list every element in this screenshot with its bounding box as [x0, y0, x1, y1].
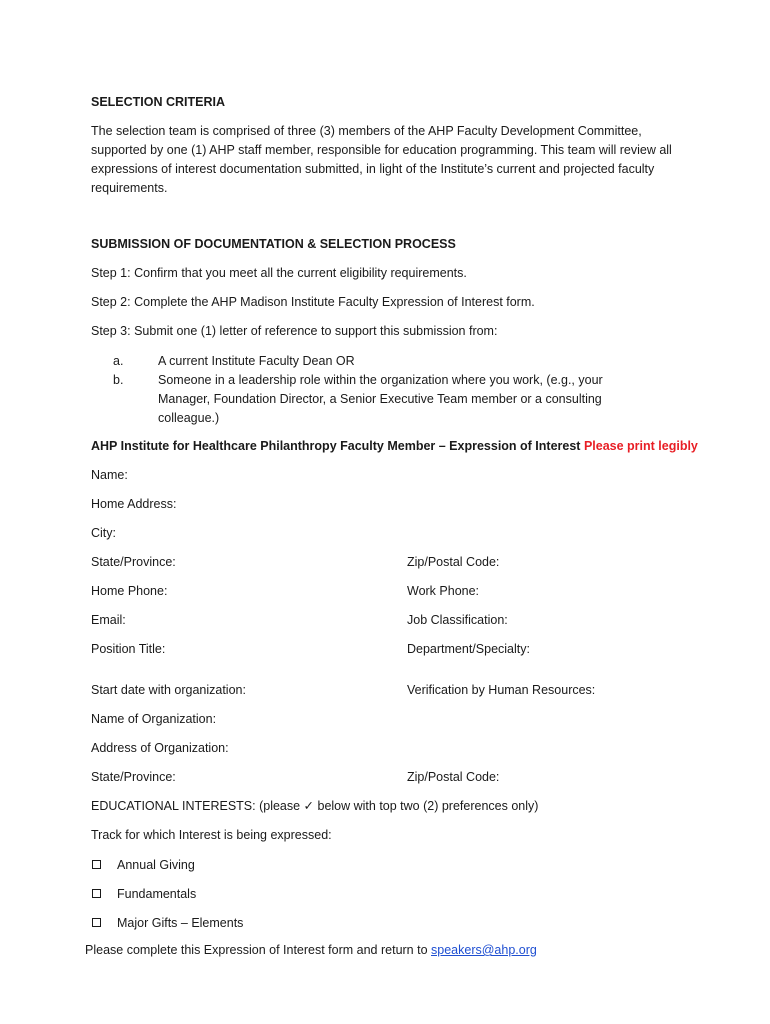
footer-instruction [85, 941, 537, 960]
educational-interests-label: EDUCATIONAL INTERESTS: (please ✓ below with top two (2) preferences only) [91, 799, 539, 813]
work-phone-label: Work Phone: [407, 584, 480, 598]
track-label-annual-giving: Annual Giving [117, 858, 195, 872]
org-zip-postal-label: Zip/Postal Code: [407, 770, 500, 784]
selection-criteria-heading: SELECTION CRITERIA [91, 95, 226, 109]
list-marker-b: b. [113, 373, 124, 387]
track-label: Track for which Interest is being expressed: [91, 828, 332, 842]
step-1: Step 1: Confirm that you meet all the current eligibility requirements. [91, 266, 467, 280]
home-address-label: Home Address: [91, 497, 177, 511]
list-item-a: A current Institute Faculty Dean OR [158, 354, 355, 368]
speakers-email-link[interactable]: speakers@ahp.org [431, 943, 537, 957]
track-checkbox-annual-giving[interactable] [92, 860, 101, 869]
verification-hr-label: Verification by Human Resources: [407, 683, 596, 697]
selection-criteria-paragraph: The selection team is comprised of three (3) members of the AHP Faculty Development Committee, supported by one (1) AHP staff member, responsible for education programming. This team will review all expressions of interest documentation submitted, in light of the Institute’s current and projected faculty requirements. [91, 124, 672, 195]
form-title [91, 437, 698, 456]
zip-postal-label: Zip/Postal Code: [407, 555, 500, 569]
city-label: City: [91, 526, 116, 540]
job-classification-label: Job Classification: [407, 613, 508, 627]
org-name-label: Name of Organization: [91, 712, 217, 726]
state-province-label: State/Province: [91, 555, 176, 569]
track-checkbox-major-gifts[interactable] [92, 918, 101, 927]
form-title-text: AHP Institute for Healthcare Philanthropy Faculty Member – Expression of Interest [91, 439, 581, 453]
print-legibly-note: Please print legibly [583, 439, 698, 453]
position-title-label: Position Title: [91, 642, 166, 656]
org-state-province-label: State/Province: [91, 770, 176, 784]
start-date-label: Start date with organization: [91, 683, 246, 697]
home-phone-label: Home Phone: [91, 584, 168, 598]
track-label-major-gifts: Major Gifts – Elements [117, 916, 244, 930]
step-2: Step 2: Complete the AHP Madison Institute Faculty Expression of Interest form. [91, 295, 535, 309]
step-3: Step 3: Submit one (1) letter of reference to support this submission from: [91, 324, 498, 338]
submission-heading: SUBMISSION OF DOCUMENTATION & SELECTION PROCESS [91, 237, 456, 251]
track-checkbox-fundamentals[interactable] [92, 889, 101, 898]
name-label: Name: [91, 468, 128, 482]
list-item-b: Someone in a leadership role within the organization where you work, (e.g., your Manager, Foundation Director, a Senior Executive Team member or a consulting colleague.) [158, 373, 603, 425]
org-address-label: Address of Organization: [91, 741, 229, 755]
track-label-fundamentals: Fundamentals [117, 887, 197, 901]
list-marker-a: a. [113, 354, 124, 368]
email-label: Email: [91, 613, 126, 627]
footer-text: Please complete this Expression of Interest form and return to [85, 943, 428, 957]
department-specialty-label: Department/Specialty: [407, 642, 530, 656]
